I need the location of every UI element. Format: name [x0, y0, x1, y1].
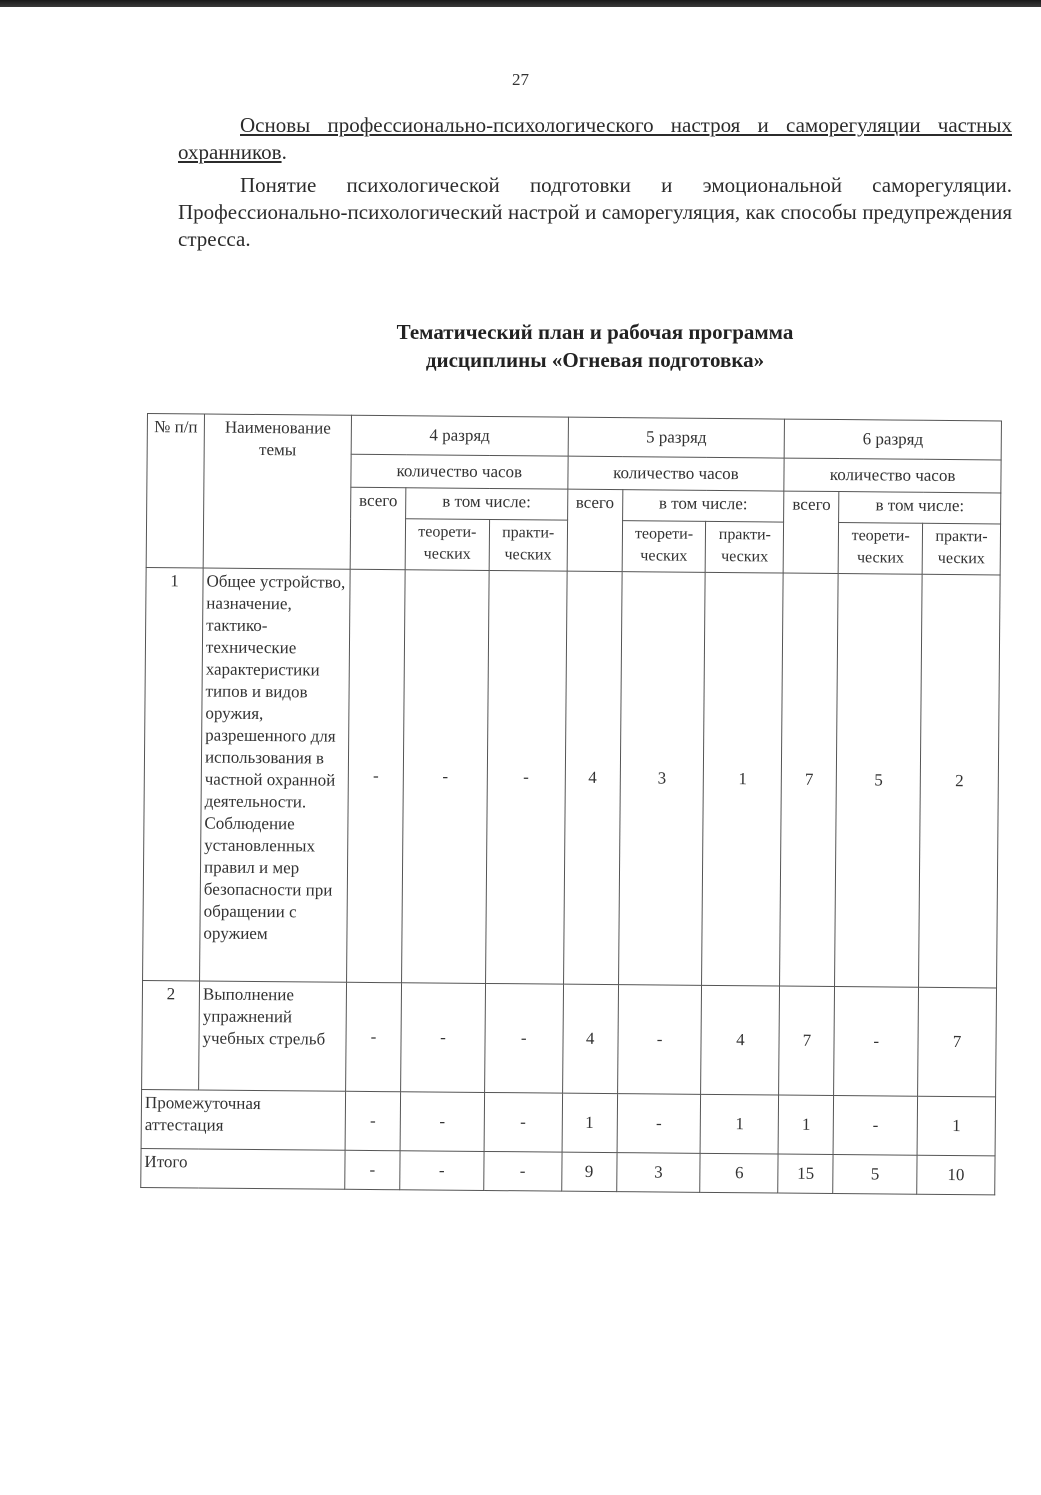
header-total-4: всего: [350, 487, 406, 569]
total-value-3: -: [484, 1151, 562, 1191]
interim-value-9: 1: [917, 1096, 995, 1156]
row-1-num: 1: [143, 567, 204, 980]
row-2-num: 2: [142, 980, 200, 1089]
row-1-value-4: 4: [563, 571, 622, 984]
interim-label: Промежуточная аттестация: [141, 1089, 346, 1150]
table-row-1: [143, 567, 1001, 987]
header-practice-5: практи-ческих: [706, 521, 784, 573]
interim-value-3: -: [484, 1092, 562, 1152]
table-title-line-1: Тематический план и рабочая программа: [396, 320, 794, 344]
header-including-4: в том числе:: [406, 488, 568, 520]
total-value-4: 9: [561, 1152, 616, 1191]
header-theory-6: теорети-ческих: [838, 523, 922, 575]
total-value-6: 6: [700, 1153, 778, 1193]
header-hours-4: количество часов: [351, 454, 568, 489]
table-title-line-2: дисциплины «Огневая подготовка»: [425, 348, 765, 372]
total-label: Итого: [141, 1148, 345, 1189]
row-2-value-8: -: [834, 987, 919, 1097]
header-total-5: всего: [567, 489, 623, 571]
interim-value-5: -: [617, 1094, 701, 1154]
total-value-5: 3: [616, 1153, 700, 1193]
row-1-value-5: 3: [618, 572, 705, 986]
header-theory-5: теорети-ческих: [622, 521, 706, 573]
section-body: [178, 172, 1012, 253]
table-row-total: [141, 1148, 995, 1194]
table-title: [0, 318, 1041, 374]
header-theme: Наименование темы: [203, 414, 351, 569]
row-1-value-1: -: [347, 569, 406, 982]
row-2-value-2: -: [401, 983, 486, 1093]
header-num: № п/п: [146, 414, 204, 568]
header-including-6: в том числе:: [839, 492, 1001, 524]
header-practice-6: практи-ческих: [922, 523, 1000, 575]
header-total-6: всего: [783, 491, 839, 573]
row-2-value-5: -: [617, 985, 702, 1095]
header-grade-4: 4 разряд: [351, 415, 568, 456]
row-2-value-4: 4: [562, 984, 618, 1093]
total-value-8: 5: [833, 1155, 917, 1195]
total-value-9: 10: [917, 1155, 995, 1195]
section-heading-end: .: [281, 140, 287, 164]
row-2-value-6: 4: [701, 985, 780, 1095]
interim-value-2: -: [400, 1092, 484, 1152]
interim-value-7: 1: [778, 1095, 834, 1154]
header-grade-6: 6 разряд: [784, 419, 1001, 460]
row-1-value-2: -: [402, 570, 489, 984]
section-heading-text: Основы профессионально-психологического настроя и саморегуляции частных охранников: [178, 113, 1012, 164]
interim-value-4: 1: [562, 1093, 618, 1152]
row-2-value-7: 7: [779, 986, 835, 1095]
header-hours-6: количество часов: [784, 458, 1001, 493]
row-1-theme: Общее устройство, назначение, тактико-технические характеристики типов и видов оружия, разрешенного для использования в частной охранной деятельности. Соблюдение установленных правил и мер безопасности при обращении с оружием: [200, 568, 351, 982]
header-including-5: в том числе:: [622, 490, 784, 522]
row-2-value-3: -: [484, 983, 563, 1093]
section-body-text: Понятие психологической подготовки и эмоциональной саморегуляции. Профессионально-психологический настрой и саморегуляция, как способы предупреждения стресса.: [178, 173, 1012, 251]
total-value-2: -: [400, 1151, 484, 1191]
header-grade-5: 5 разряд: [568, 417, 785, 458]
header-theory-4: теорети-ческих: [405, 519, 489, 571]
scan-top-edge: [0, 0, 1041, 7]
table-row-interim: [141, 1089, 995, 1155]
row-1-value-9: 2: [919, 574, 1000, 988]
row-1-value-3: -: [485, 570, 566, 984]
row-2-value-1: -: [346, 982, 402, 1091]
header-practice-4: практи-ческих: [489, 519, 567, 571]
interim-value-6: 1: [701, 1094, 779, 1154]
page-number: 27: [512, 70, 529, 89]
total-value-1: -: [345, 1150, 400, 1189]
section-heading: [178, 112, 1012, 166]
interim-value-1: -: [345, 1091, 401, 1150]
row-1-value-8: 5: [835, 574, 922, 988]
thematic-plan-table: [140, 413, 1002, 1195]
header-hours-5: количество часов: [568, 456, 785, 491]
row-2-theme: Выполнение упражнений учебных стрельб: [199, 981, 347, 1091]
row-1-value-6: 1: [702, 572, 783, 986]
interim-value-8: -: [833, 1096, 917, 1156]
header-row-grades: [147, 414, 1001, 460]
row-2-value-9: 7: [918, 987, 997, 1097]
total-value-7: 15: [778, 1154, 833, 1193]
table-row-2: [142, 980, 997, 1096]
row-1-value-7: 7: [780, 573, 839, 986]
